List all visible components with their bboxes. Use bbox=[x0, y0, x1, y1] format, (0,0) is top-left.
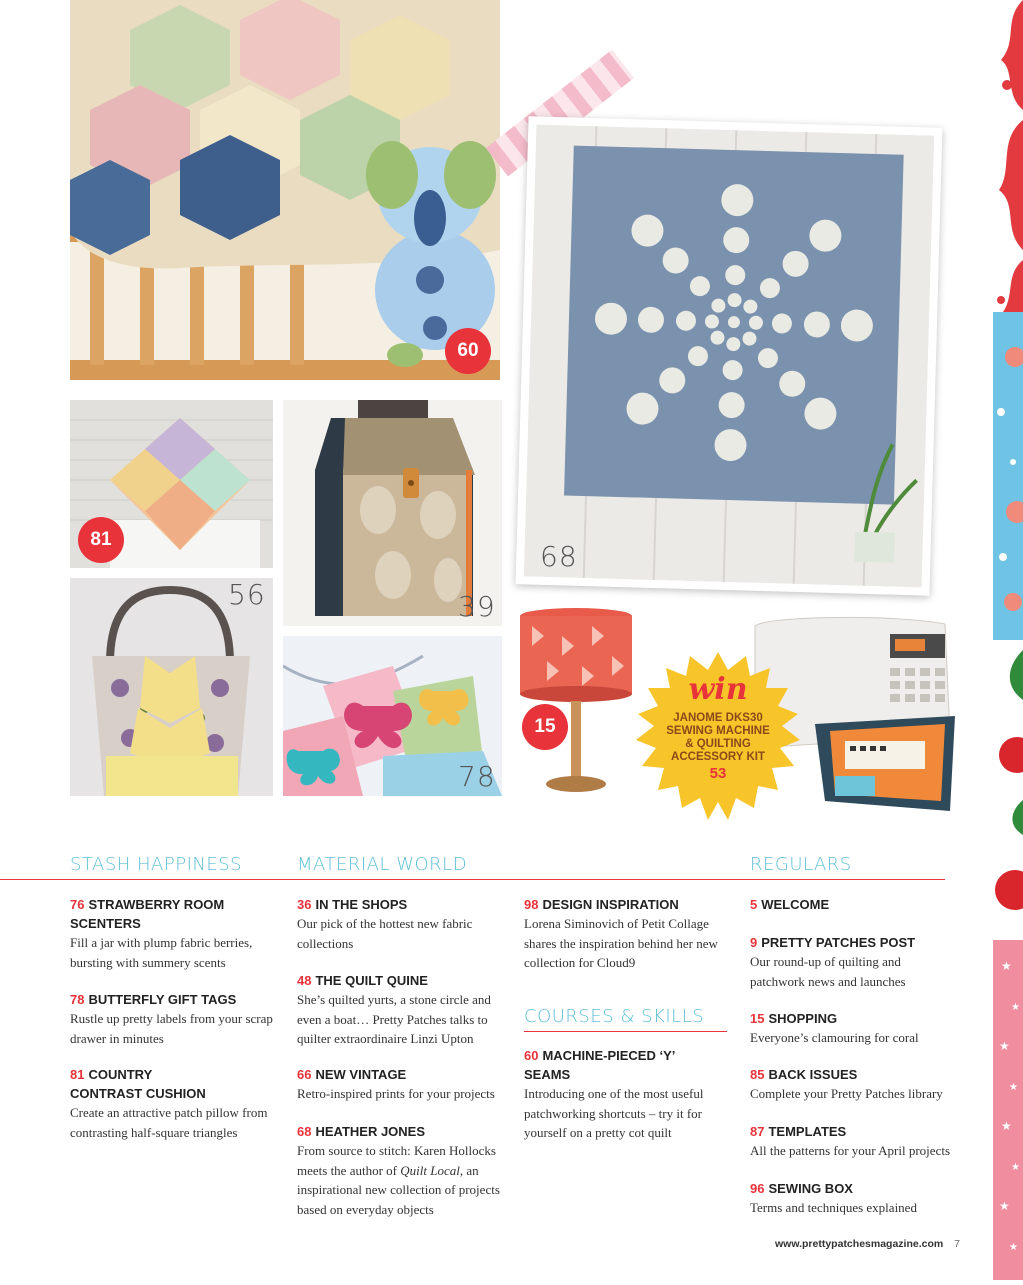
tote-bag-page-label: 56 bbox=[228, 578, 266, 611]
side-strip-cherries bbox=[993, 640, 1023, 940]
side-strip-pink-stars bbox=[993, 940, 1023, 1280]
svg-text:★: ★ bbox=[1011, 1002, 1020, 1013]
entry-description: She’s quilted yurts, a stone circle and even a boat… Pretty Patches talks to quilter extraordinaire Linzi Upton bbox=[297, 992, 491, 1046]
entry-description: Lorena Siminovich of Petit Collage shares the inspiration behind her new collection for Cloud9 bbox=[524, 916, 718, 970]
entry-title: 36 IN THE SHOPS bbox=[297, 897, 408, 912]
hexagon-quilt-photo[interactable] bbox=[70, 0, 500, 380]
win-page-number: 53 bbox=[709, 765, 727, 782]
entry-title: 9 PRETTY PATCHES POST bbox=[750, 935, 916, 950]
entry-title: 66 NEW VINTAGE bbox=[297, 1067, 407, 1082]
contents-entry[interactable] bbox=[524, 1046, 734, 1143]
contents-entry[interactable] bbox=[750, 1009, 960, 1048]
win-starburst[interactable] bbox=[632, 650, 804, 822]
lunch-bag-page-label: 39 bbox=[458, 590, 496, 623]
entry-description: Retro-inspired prints for your projects bbox=[297, 1086, 495, 1101]
entry-title: 78 BUTTERFLY GIFT TAGS bbox=[70, 992, 237, 1007]
entry-description: All the patterns for your April projects bbox=[750, 1143, 951, 1158]
lamp-page-badge: 15 bbox=[522, 704, 568, 750]
contents-entry[interactable] bbox=[297, 1065, 507, 1104]
circle-quilt-image bbox=[524, 125, 934, 588]
svg-text:★: ★ bbox=[1001, 1119, 1012, 1133]
entry-description: Our pick of the hottest new fabric collections bbox=[297, 916, 473, 951]
side-strip-blue-roses bbox=[993, 312, 1023, 640]
svg-text:★: ★ bbox=[1011, 1162, 1020, 1173]
win-line-3: & QUILTING bbox=[685, 738, 751, 750]
entry-description: Our round-up of quilting and patchwork news and launches bbox=[750, 954, 906, 989]
entry-title: 85 BACK ISSUES bbox=[750, 1067, 858, 1082]
contents-entry[interactable] bbox=[297, 971, 507, 1049]
entry-description: Complete your Pretty Patches library bbox=[750, 1086, 943, 1101]
lamp-photo[interactable] bbox=[512, 606, 640, 796]
cushion-page-badge: 81 bbox=[78, 517, 124, 563]
tags-page-label: 78 bbox=[458, 760, 496, 793]
contents-entry[interactable] bbox=[750, 933, 960, 991]
quilt-page-badge: 60 bbox=[445, 328, 491, 374]
section-heading-courses: COURSES & SKILLS bbox=[524, 1006, 705, 1027]
contents-entry[interactable] bbox=[524, 895, 734, 973]
entry-description: Terms and techniques explained bbox=[750, 1200, 917, 1215]
contents-entry[interactable] bbox=[750, 1065, 960, 1104]
entry-title: 81 COUNTRY CONTRAST CUSHION bbox=[70, 1067, 206, 1101]
contents-entry[interactable] bbox=[70, 895, 280, 972]
footer-page-number: 7 bbox=[954, 1238, 960, 1250]
entry-title: 87 TEMPLATES bbox=[750, 1124, 847, 1139]
contents-entry[interactable] bbox=[750, 1122, 960, 1161]
win-word: win bbox=[688, 672, 748, 707]
svg-text:★: ★ bbox=[999, 1039, 1010, 1053]
contents-entry[interactable] bbox=[750, 1179, 960, 1218]
wallhanging-page-label: 68 bbox=[540, 540, 578, 573]
svg-text:★: ★ bbox=[1001, 959, 1012, 973]
cherry-pattern-icon bbox=[993, 640, 1023, 940]
contents-entry[interactable] bbox=[750, 895, 960, 914]
entry-title: 68 HEATHER JONES bbox=[297, 1124, 426, 1139]
section-heading-regulars: REGULARS bbox=[750, 854, 852, 875]
star-pattern-icon bbox=[993, 940, 1023, 1280]
footer bbox=[700, 1238, 960, 1250]
floral-pattern-icon bbox=[993, 0, 1023, 312]
svg-text:★: ★ bbox=[1009, 1242, 1018, 1253]
contents-entry[interactable] bbox=[297, 1122, 507, 1219]
entry-title: 15 SHOPPING bbox=[750, 1011, 838, 1026]
entry-title: 96 SEWING BOX bbox=[750, 1181, 853, 1196]
win-line-4: ACCESSORY KIT bbox=[671, 751, 765, 763]
section-heading-material: MATERIAL WORLD bbox=[297, 854, 468, 875]
svg-text:★: ★ bbox=[999, 1199, 1010, 1213]
entry-description: Fill a jar with plump fabric berries, bursting with summery scents bbox=[70, 935, 253, 970]
rose-pattern-icon bbox=[993, 312, 1023, 640]
section-heading-stash: STASH HAPPINESS bbox=[70, 854, 243, 875]
wallhanging-photo[interactable] bbox=[516, 116, 943, 595]
entry-description: Create an attractive patch pillow from contrasting half-square triangles bbox=[70, 1105, 268, 1140]
svg-text:★: ★ bbox=[1009, 1082, 1018, 1093]
footer-url[interactable]: www.prettypatchesmagazine.com bbox=[774, 1238, 944, 1250]
entry-description: Rustle up pretty labels from your scrap drawer in minutes bbox=[70, 1011, 273, 1046]
hexagon-quilt-image bbox=[70, 0, 500, 380]
entry-title: 76 STRAWBERRY ROOM SCENTERS bbox=[70, 897, 225, 931]
entry-title: 5 WELCOME bbox=[750, 897, 830, 912]
entry-title: 60 MACHINE-PIECED ‘Y’ SEAMS bbox=[524, 1048, 675, 1082]
entry-title: 48 THE QUILT QUINE bbox=[297, 973, 428, 988]
contents-entry[interactable] bbox=[70, 990, 280, 1048]
lamp-image bbox=[512, 606, 640, 796]
side-strip-red-floral bbox=[993, 0, 1023, 312]
entry-description: From source to stitch: Karen Hollocks meets the author of Quilt Local, an inspirational new collection of projects based on everyday objects bbox=[297, 1143, 500, 1217]
header-divider bbox=[0, 879, 945, 880]
contents-entry[interactable] bbox=[70, 1065, 280, 1142]
win-line-1: JANOME DKS30 bbox=[673, 712, 763, 724]
contents-entry[interactable] bbox=[297, 895, 507, 953]
entry-title: 98 DESIGN INSPIRATION bbox=[524, 897, 679, 912]
courses-divider bbox=[524, 1031, 727, 1032]
entry-description: Everyone’s clamouring for coral bbox=[750, 1030, 919, 1045]
entry-description: Introducing one of the most useful patchworking shortcuts – try it for yourself on a pretty cot quilt bbox=[524, 1086, 704, 1140]
win-line-2: SEWING MACHINE bbox=[666, 725, 770, 737]
